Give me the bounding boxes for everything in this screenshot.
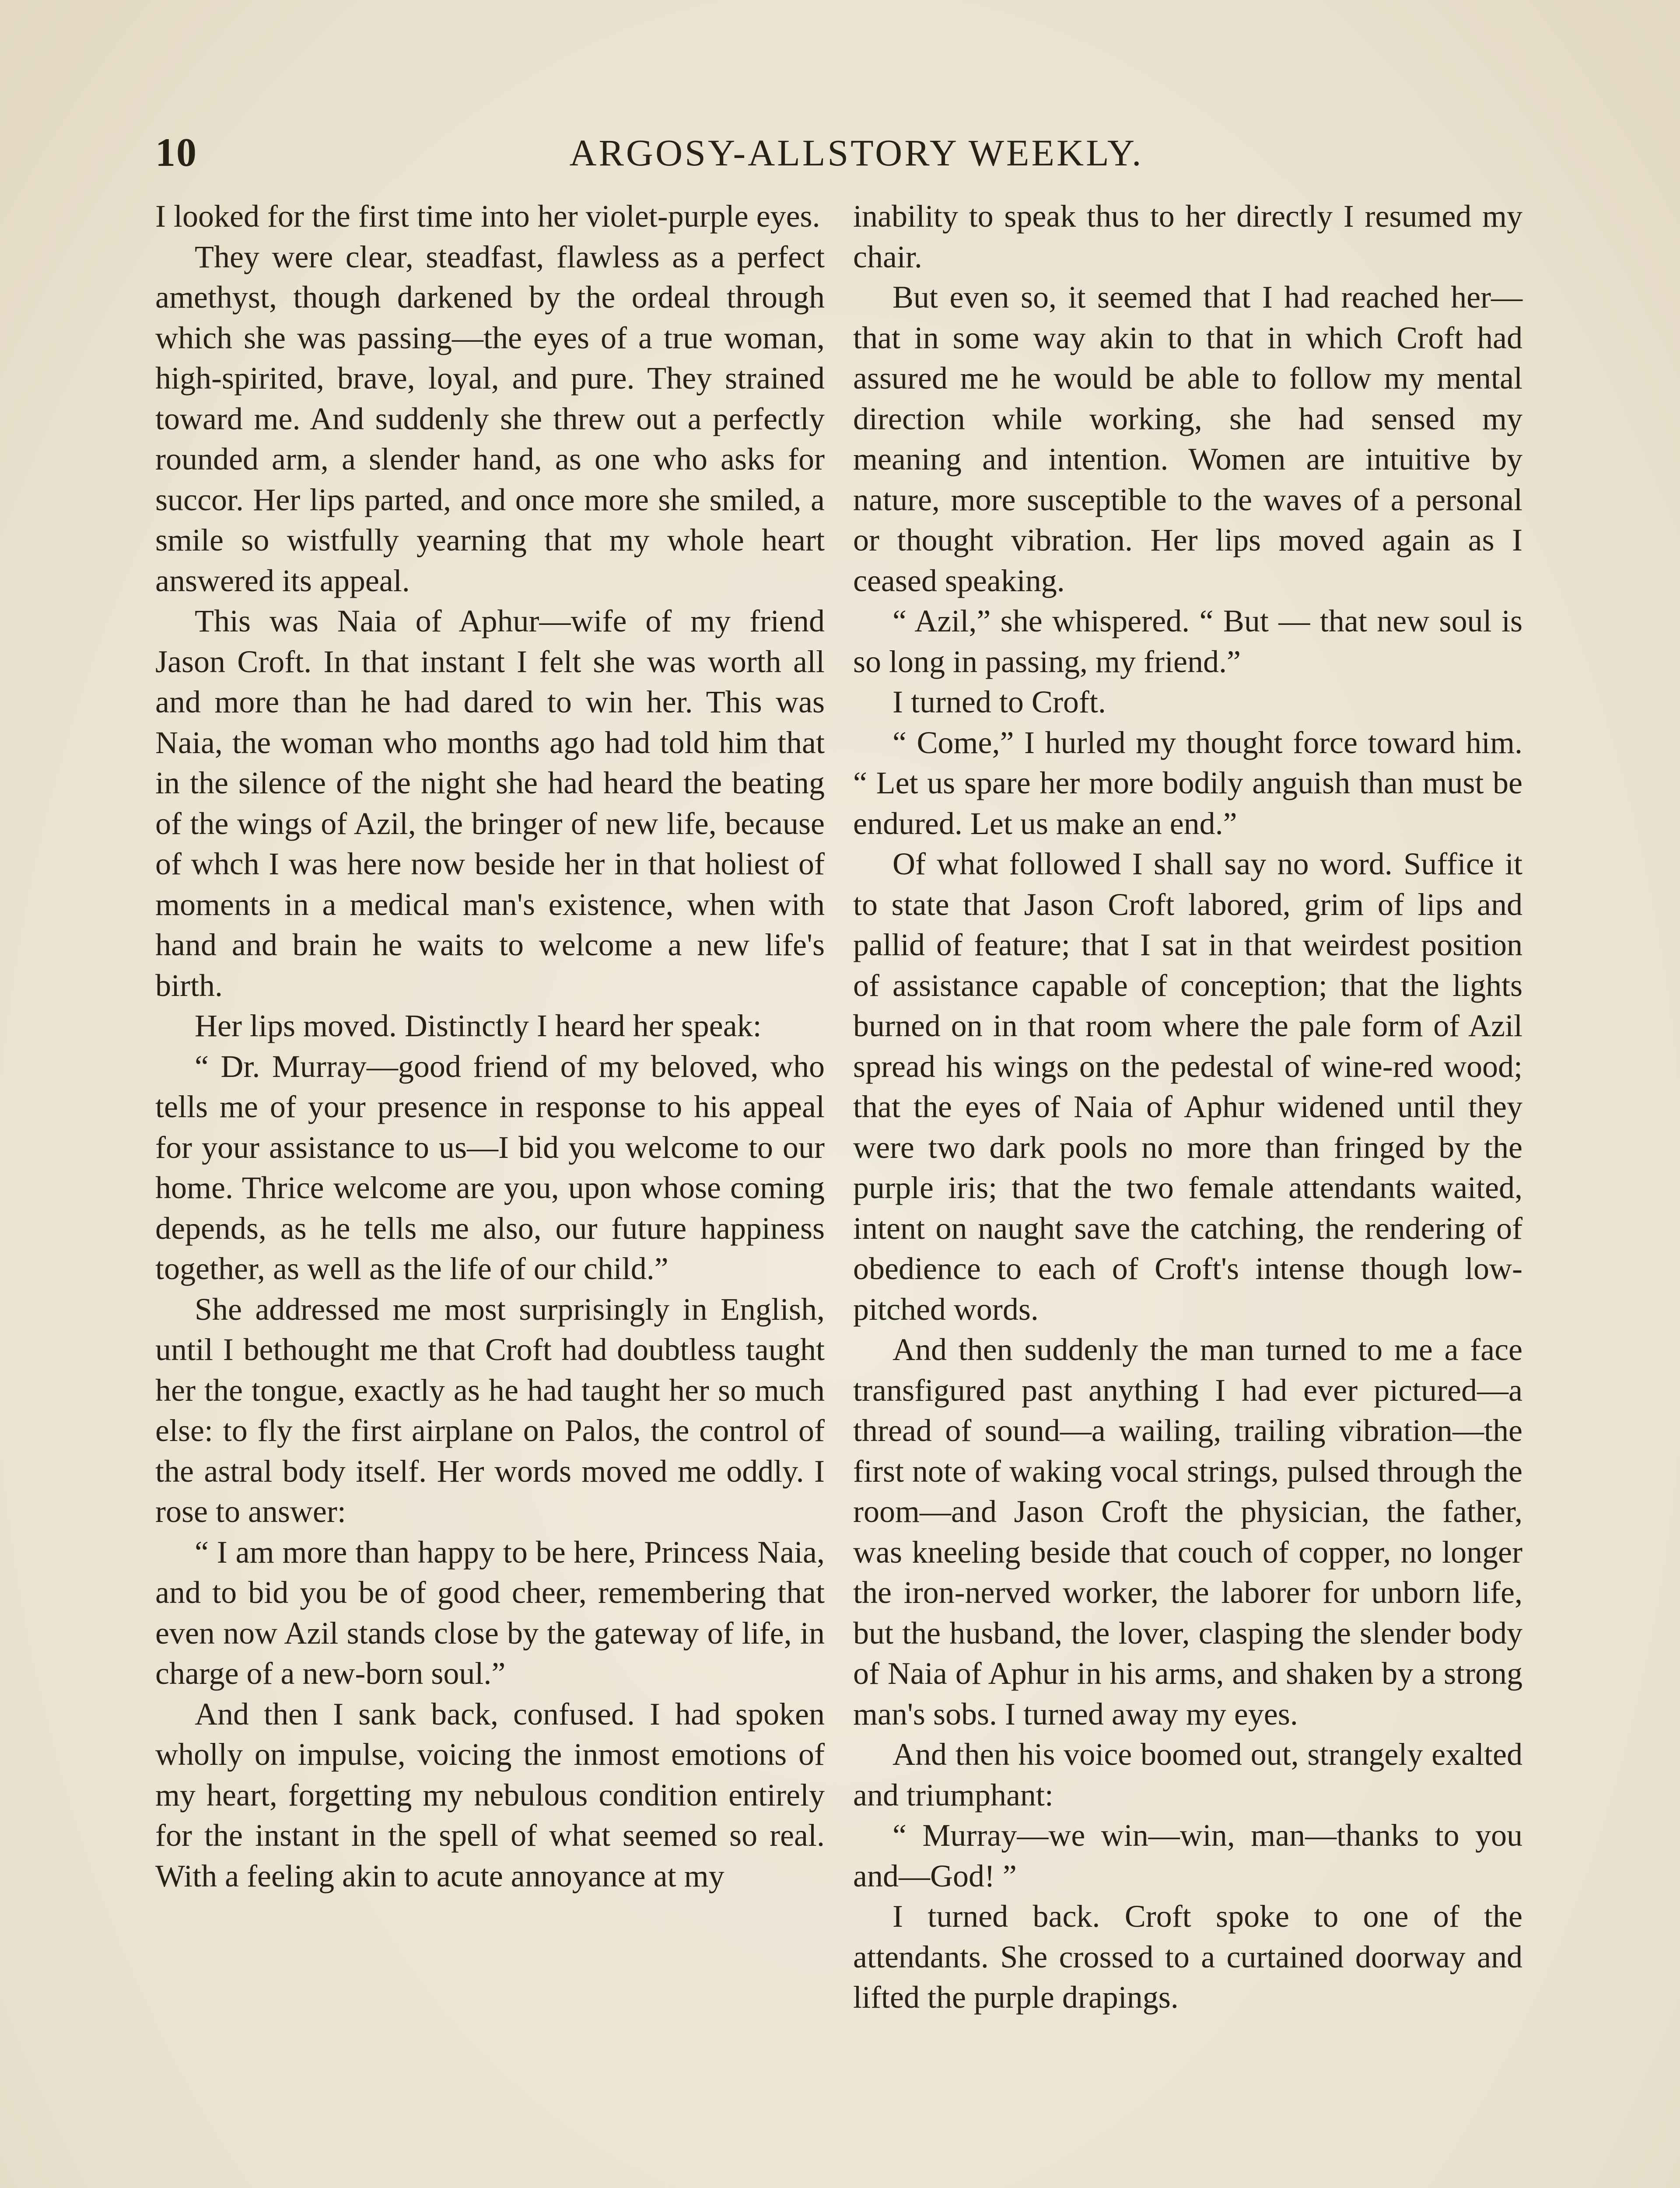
paragraph: And then his voice boomed out, strangely exalted and triumphant:: [853, 1737, 1522, 1813]
paragraph: And then suddenly the man turned to me a face transfigured past anything I had ever pictured—a thread of sound—a wailing, trailing vibration—the first note of waking vocal strings, pulsed through the room—and Jason Croft the physician, the father, was kneeling beside that couch of copper, no longer the iron-nerved worker, the laborer for unborn life, but the husband, the lover, clasping the slender body of Naia of Aphur in his arms, and shaken by a strong man's sobs. I turned away my eyes.: [853, 1332, 1522, 1732]
paragraph: I turned to Croft.: [892, 684, 1106, 719]
right-text-column: [853, 196, 1522, 2018]
paragraph: She addressed me most surprisingly in English, until I bethought me that Croft had doubtless taught her the tongue, exactly as he had taught her so much else: to fly the first airplane on Palos, the control of the astral body itself. Her words moved me oddly. I rose to answer:: [155, 1291, 825, 1529]
paragraph: But even so, it seemed that I had reached her—that in some way akin to that in which Croft had assured me he would be able to follow my mental direction while working, she had sensed my meaning and intention. Women are intuitive by nature, more susceptible to the waves of a personal or thought vibration. Her lips moved again as I ceased speaking.: [853, 280, 1522, 598]
paragraph: inability to speak thus to her directly I resumed my chair.: [853, 199, 1522, 274]
paragraph: “ I am more than happy to be here, Princess Naia, and to bid you be of good cheer, remembering that even now Azil stands close by the gateway of life, in charge of a new-born soul.”: [155, 1534, 825, 1691]
page-number: 10: [155, 130, 197, 175]
paragraph: This was Naia of Aphur—wife of my friend Jason Croft. In that instant I felt she was worth all and more than he had dared to win her. This was Naia, the woman who months ago had told him that in the silence of the night she had heard the beating of the wings of Azil, the bringer of new life, because of whch I was here now beside her in that holiest of moments in a medical man's existence, when with hand and brain he waits to welcome a new life's birth.: [155, 603, 825, 1003]
paragraph: Of what followed I shall say no word. Suffice it to state that Jason Croft labored, grim of lips and pallid of feature; that I sat in that weirdest position of assistance capable of conception; that the lights burned on in that room where the pale form of Azil spread his wings on the pedestal of wine-red wood; that the eyes of Naia of Aphur widened until they were two dark pools no more than fringed by the purple iris; that the two female attendants waited, intent on naught save the catching, the rendering of obedience to each of Croft's intense though low-pitched words.: [853, 846, 1522, 1327]
paragraph: I looked for the first time into her violet-purple eyes.: [155, 199, 820, 234]
paragraph: Her lips moved. Distinctly I heard her speak:: [195, 1008, 762, 1043]
paragraph: They were clear, steadfast, flawless as a perfect amethyst, though darkened by the ordeal through which she was passing—the eyes of a true woman, high-spirited, brave, loyal, and pure. They strained toward me. And suddenly she threw out a perfectly rounded arm, a slender hand, as one who asks for succor. Her lips parted, and once more she smiled, a smile so wistfully yearning that my whole heart answered its appeal.: [155, 239, 825, 598]
page-header: [155, 129, 1558, 182]
paragraph: “ Come,” I hurled my thought force toward him. “ Let us spare her more bodily anguish than must be endured. Let us make an end.”: [853, 725, 1522, 841]
left-text-column: [155, 196, 825, 1896]
running-title: ARGOSY-ALLSTORY WEEKLY.: [569, 132, 1144, 174]
paragraph: I turned back. Croft spoke to one of the attendants. She crossed to a curtained doorway and lifted the purple drapings.: [853, 1899, 1522, 2015]
paragraph: And then I sank back, confused. I had spoken wholly on impulse, voicing the inmost emotions of my heart, forgetting my nebulous condition entirely for the instant in the spell of what seemed so real. With a feeling akin to acute annoyance at my: [155, 1696, 825, 1893]
paragraph: “ Dr. Murray—good friend of my beloved, who tells me of your presence in response to his appeal for your assistance to us—I bid you welcome to our home. Thrice welcome are you, upon whose coming depends, as he tells me also, our future happiness together, as well as the life of our child.”: [155, 1048, 825, 1286]
paragraph: “ Murray—we win—win, man—thanks to you and—God! ”: [853, 1818, 1522, 1893]
paragraph: “ Azil,” she whispered. “ But — that new soul is so long in passing, my friend.”: [853, 603, 1522, 679]
